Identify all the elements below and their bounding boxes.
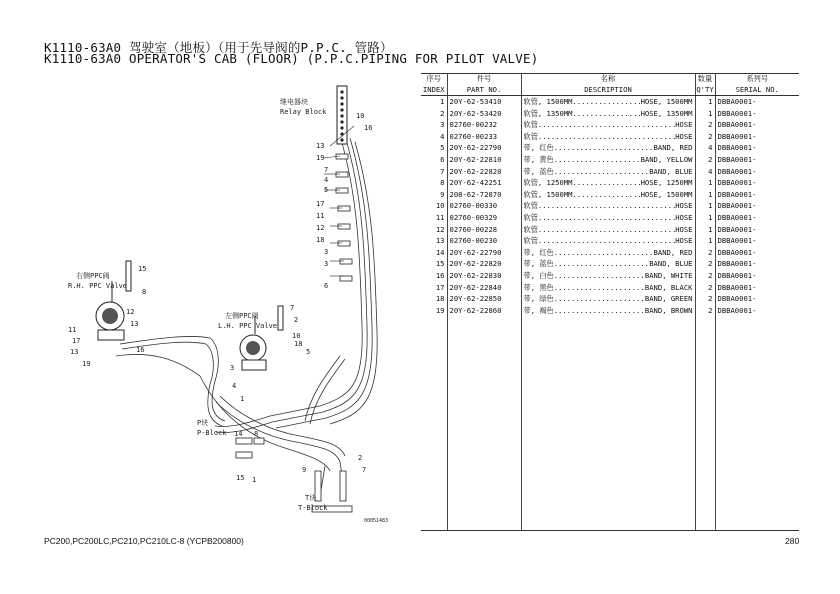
header-description: DESCRIPTION — [521, 85, 695, 96]
cell-index: 6 — [440, 154, 445, 164]
cell-qty: 2 — [695, 131, 715, 143]
dot-leader — [538, 235, 675, 247]
cell-qty: 1 — [695, 189, 715, 201]
callout-number: 9 — [302, 466, 307, 474]
description-english: HOSE — [675, 212, 693, 222]
cell-part-no: 20Y-62-53420 — [447, 108, 521, 120]
parts-list-table — [421, 73, 799, 531]
cell-qty: 2 — [695, 247, 715, 259]
relay-block-label-cn: 继电器块 — [280, 98, 308, 106]
cell-serial: DBBA0001- — [715, 200, 799, 212]
cell-part-no: 02760-00228 — [447, 224, 521, 236]
p-block — [236, 438, 264, 458]
description-english: HOSE, 1350MM — [640, 108, 693, 118]
table-empty-area — [421, 316, 799, 530]
description-chinese: 带, 黄色 — [523, 154, 554, 164]
callout-number: 11 — [316, 212, 325, 220]
table-row — [421, 247, 799, 259]
callout-number: 19 — [82, 360, 91, 368]
cell-serial: DBBA0001- — [715, 108, 799, 120]
callout-number: 16 — [364, 124, 373, 132]
table-row — [421, 131, 799, 143]
cell-qty: 1 — [695, 212, 715, 224]
callout-number: 6 — [324, 282, 329, 290]
cell-serial: DBBA0001- — [715, 258, 799, 270]
table-row — [421, 108, 799, 120]
cell-qty: 2 — [695, 282, 715, 294]
page-title-chinese: K1110-63A0 驾驶室（地板）（用于先导阀的P.P.C. 管路） — [44, 40, 393, 55]
cell-index: 4 — [440, 131, 445, 141]
description-english: HOSE — [675, 236, 693, 246]
callout-number: 13 — [316, 142, 325, 150]
cell-index: 13 — [435, 236, 445, 246]
callout-number: 7 — [324, 166, 329, 174]
cell-index: 11 — [435, 212, 445, 222]
p-block-label-cn: P块 — [197, 419, 209, 427]
cell-index: 18 — [435, 294, 445, 304]
cell-index: 5 — [440, 143, 445, 153]
cell-qty: 2 — [695, 270, 715, 282]
cell-part-no: 20Y-62-22790 — [447, 142, 521, 154]
description-chinese: 软管 — [523, 201, 538, 211]
table-header-row-chinese — [421, 74, 799, 85]
cell-serial: DBBA0001- — [715, 282, 799, 294]
callout-number: 1 — [252, 476, 257, 484]
cell-qty: 1 — [695, 108, 715, 120]
description-english: HOSE — [675, 131, 693, 141]
header-serial: SERIAL NO. — [715, 85, 799, 96]
table-row — [421, 200, 799, 212]
cell-qty: 1 — [695, 224, 715, 236]
cell-description — [521, 154, 695, 166]
dot-leader — [554, 305, 645, 317]
page-title-english: K1110-63A0 OPERATOR'S CAB (FLOOR) (P.P.C.PIPING FOR PILOT VALVE) — [44, 51, 539, 66]
table-row — [421, 142, 799, 154]
cell-part-no: 20Y-62-53410 — [447, 96, 521, 108]
callout-number: 1 — [240, 395, 245, 403]
description-english: BAND, BLACK — [644, 282, 693, 292]
callout-number: 3 — [324, 248, 329, 256]
cell-index: 14 — [435, 247, 445, 257]
cell-description — [521, 270, 695, 282]
empty-cell — [521, 316, 695, 530]
cell-qty: 2 — [695, 154, 715, 166]
cell-index: 16 — [435, 270, 445, 280]
cell-serial: DBBA0001- — [715, 96, 799, 108]
description-english: HOSE — [675, 201, 693, 211]
dot-leader — [538, 200, 675, 212]
table-row — [421, 293, 799, 305]
footer-model-list: PC200,PC200LC,PC210,PC210LC-8 (YCPB200800) — [44, 536, 244, 546]
description-chinese: 带, 红色 — [523, 247, 554, 257]
callout-number: 12 — [126, 308, 135, 316]
description-chinese: 软管, 1500MM — [523, 189, 573, 199]
callout-number: 5 — [306, 348, 311, 356]
cell-index: 3 — [440, 120, 445, 130]
description-chinese: 软管, 1250MM — [523, 178, 573, 188]
description-english: HOSE, 1500MM — [640, 97, 693, 106]
empty-cell — [421, 316, 447, 530]
callout-number: 7 — [362, 466, 367, 474]
t-block-label-en: T-Block — [298, 504, 328, 512]
callout-number: 19 — [316, 154, 325, 162]
description-english: HOSE, 1250MM — [640, 178, 693, 188]
cell-serial: DBBA0001- — [715, 154, 799, 166]
cell-qty: 4 — [695, 166, 715, 178]
description-english: BAND, RED — [653, 143, 693, 153]
description-chinese: 软管 — [523, 131, 538, 141]
cell-serial: DBBA0001- — [715, 166, 799, 178]
image-code: 00051483 — [364, 518, 389, 524]
cell-serial: DBBA0001- — [715, 212, 799, 224]
cell-part-no: 02760-00232 — [447, 119, 521, 131]
callout-number: 11 — [68, 326, 77, 334]
cell-description — [521, 177, 695, 189]
description-chinese: 软管 — [523, 236, 538, 246]
table-row — [421, 96, 799, 108]
cell-serial: DBBA0001- — [715, 119, 799, 131]
dot-leader — [554, 247, 654, 259]
description-chinese: 带, 蓝色 — [523, 259, 554, 269]
description-english: BAND, BLUE — [649, 259, 693, 269]
cell-description — [521, 142, 695, 154]
cell-index: 1 — [440, 97, 445, 106]
cell-qty: 2 — [695, 293, 715, 305]
cell-part-no: 20Y-62-22840 — [447, 282, 521, 294]
cell-qty: 1 — [695, 177, 715, 189]
dot-leader — [554, 293, 645, 305]
cell-description — [521, 189, 695, 201]
cell-description — [521, 293, 695, 305]
table-row — [421, 119, 799, 131]
callout-number: 17 — [316, 200, 325, 208]
description-chinese: 带, 红色 — [523, 143, 554, 153]
description-chinese: 带, 白色 — [523, 270, 554, 280]
description-chinese: 带, 绿色 — [523, 294, 554, 304]
rh-valve-label-cn: 右侧PPC阀 — [76, 272, 110, 280]
relay-block-label-en: Relay Block — [280, 108, 327, 116]
cell-qty: 1 — [695, 200, 715, 212]
cell-part-no: 20Y-62-22820 — [447, 258, 521, 270]
callout-number: 14 — [234, 430, 243, 438]
cell-index: 15 — [435, 259, 445, 269]
cell-description — [521, 108, 695, 120]
cell-part-no: 02760-00233 — [447, 131, 521, 143]
table-row — [421, 270, 799, 282]
description-english: BAND, YELLOW — [640, 154, 693, 164]
callout-number: 2 — [358, 454, 363, 462]
empty-cell — [695, 316, 715, 530]
callout-number: 15 — [236, 474, 245, 482]
callout-number: 18 — [294, 340, 303, 348]
page-number: 280 — [785, 536, 800, 546]
description-english: BAND, RED — [653, 247, 693, 257]
cell-index: 19 — [435, 305, 445, 315]
table-row — [421, 235, 799, 247]
callout-number: 5 — [324, 186, 329, 194]
cell-qty: 4 — [695, 142, 715, 154]
cell-description — [521, 212, 695, 224]
description-chinese: 带, 蓝色 — [523, 166, 554, 176]
cell-part-no: 02760-00329 — [447, 212, 521, 224]
cell-part-no: 20Y-62-22830 — [447, 270, 521, 282]
header-part-no: PART NO. — [447, 85, 521, 96]
callout-number: 4 — [232, 382, 237, 390]
cell-description — [521, 166, 695, 178]
callout-number: 10 — [292, 332, 301, 340]
dot-leader — [573, 108, 641, 120]
cell-serial: DBBA0001- — [715, 235, 799, 247]
empty-cell — [447, 316, 521, 530]
cell-part-no: 208-62-72870 — [447, 189, 521, 201]
cell-part-no: 02760-00330 — [447, 200, 521, 212]
table-row — [421, 224, 799, 236]
dot-leader — [573, 96, 641, 108]
cell-qty: 2 — [695, 258, 715, 270]
description-chinese: 软管, 1500MM — [523, 97, 573, 106]
callout-number: 10 — [356, 112, 365, 120]
t-block-label-cn: T块 — [305, 494, 317, 502]
header-qty: Q'TY — [696, 84, 714, 94]
callout-number: 3 — [230, 364, 235, 372]
callout-number: 18 — [316, 236, 325, 244]
dot-leader — [538, 224, 675, 236]
cell-description — [521, 282, 695, 294]
description-chinese: 软管 — [523, 120, 538, 130]
header-index: INDEX — [421, 85, 447, 96]
callout-number: 8 — [254, 430, 259, 438]
header-index-cn: 序号 — [426, 74, 441, 83]
cell-serial: DBBA0001- — [715, 293, 799, 305]
callout-number: 13 — [70, 348, 79, 356]
description-english: BAND, BLUE — [649, 166, 693, 176]
description-english: BAND, WHITE — [644, 270, 693, 280]
description-english: BAND, GREEN — [644, 294, 693, 304]
description-chinese: 带, 黑色 — [523, 282, 554, 292]
callout-number: 12 — [316, 224, 325, 232]
cell-part-no: 20Y-62-22820 — [447, 166, 521, 178]
cell-description — [521, 200, 695, 212]
description-chinese: 软管 — [523, 212, 538, 222]
cell-index: 9 — [440, 189, 445, 199]
cell-description — [521, 235, 695, 247]
dot-leader — [573, 177, 641, 189]
cell-index: 8 — [440, 178, 445, 188]
table-row — [421, 212, 799, 224]
cell-serial: DBBA0001- — [715, 131, 799, 143]
header-serial-cn: 系列号 — [715, 74, 799, 85]
header-description-cn: 名称 — [521, 74, 695, 85]
callout-number: 15 — [138, 265, 147, 273]
dot-leader — [554, 258, 650, 270]
dot-leader — [554, 270, 645, 282]
p-block-label-en: P-Block — [197, 429, 227, 437]
table-row — [421, 189, 799, 201]
cell-description — [521, 119, 695, 131]
description-chinese: 软管, 1350MM — [523, 108, 573, 118]
relay-block — [337, 86, 347, 144]
cell-description — [521, 131, 695, 143]
cell-serial: DBBA0001- — [715, 305, 799, 317]
cell-index: 2 — [440, 108, 445, 118]
cell-description — [521, 305, 695, 317]
cell-part-no: 02760-00230 — [447, 235, 521, 247]
dot-leader — [538, 131, 675, 143]
cell-description — [521, 96, 695, 108]
dot-leader — [538, 119, 675, 131]
empty-cell — [715, 316, 799, 530]
fittings-right — [336, 154, 352, 281]
header-part-no-cn: 件号 — [447, 74, 521, 85]
table-row — [421, 282, 799, 294]
cell-index: 12 — [435, 224, 445, 234]
cell-index: 17 — [435, 282, 445, 292]
cell-part-no: 20Y-62-22790 — [447, 247, 521, 259]
description-chinese: 带, 褐色 — [523, 305, 554, 315]
cell-serial: DBBA0001- — [715, 177, 799, 189]
description-english: HOSE, 1500MM — [640, 189, 693, 199]
callout-number: 8 — [142, 288, 147, 296]
cell-description — [521, 247, 695, 259]
dot-leader — [554, 154, 641, 166]
table-header-row-english — [421, 85, 799, 96]
lh-valve-label-cn: 左侧PPC阀 — [225, 312, 259, 320]
header-qty-cn: 数量 — [695, 74, 715, 85]
cell-serial: DBBA0001- — [715, 247, 799, 259]
table-row — [421, 166, 799, 178]
cell-serial: DBBA0001- — [715, 270, 799, 282]
callout-number: 4 — [324, 176, 329, 184]
callout-number: 3 — [324, 260, 329, 268]
cell-qty: 1 — [695, 96, 715, 108]
callout-number: 2 — [294, 316, 299, 324]
leader-lines — [324, 126, 354, 276]
cell-serial: DBBA0001- — [715, 142, 799, 154]
description-english: HOSE — [675, 224, 693, 234]
cell-index: 10 — [435, 201, 445, 211]
cell-part-no: 20Y-62-22860 — [447, 305, 521, 317]
table-row — [421, 305, 799, 317]
dot-leader — [554, 166, 650, 178]
piping-diagram — [40, 76, 420, 536]
description-chinese: 软管 — [523, 224, 538, 234]
callout-number: 7 — [290, 304, 295, 312]
description-english: BAND, BROWN — [644, 305, 693, 315]
rh-valve-label-en: R.H. PPC Valve — [68, 282, 128, 290]
callout-number: 16 — [136, 346, 145, 354]
cell-description — [521, 258, 695, 270]
dot-leader — [554, 142, 654, 154]
dot-leader — [538, 212, 675, 224]
callout-number: 17 — [72, 337, 81, 345]
cell-qty: 2 — [695, 119, 715, 131]
cell-description — [521, 224, 695, 236]
table-row — [421, 177, 799, 189]
cell-serial: DBBA0001- — [715, 224, 799, 236]
table-row — [421, 258, 799, 270]
cell-serial: DBBA0001- — [715, 189, 799, 201]
cell-part-no: 20Y-62-42251 — [447, 177, 521, 189]
table-row — [421, 154, 799, 166]
cell-index: 7 — [440, 166, 445, 176]
lh-valve-label-en: L.H. PPC Valve — [218, 322, 278, 330]
cell-qty: 1 — [695, 235, 715, 247]
cell-part-no: 20Y-62-22810 — [447, 154, 521, 166]
description-english: HOSE — [675, 120, 693, 130]
callout-number: 13 — [130, 320, 139, 328]
dot-leader — [554, 282, 645, 294]
dot-leader — [573, 189, 641, 201]
cell-part-no: 20Y-62-22850 — [447, 293, 521, 305]
cell-qty: 2 — [695, 305, 715, 317]
